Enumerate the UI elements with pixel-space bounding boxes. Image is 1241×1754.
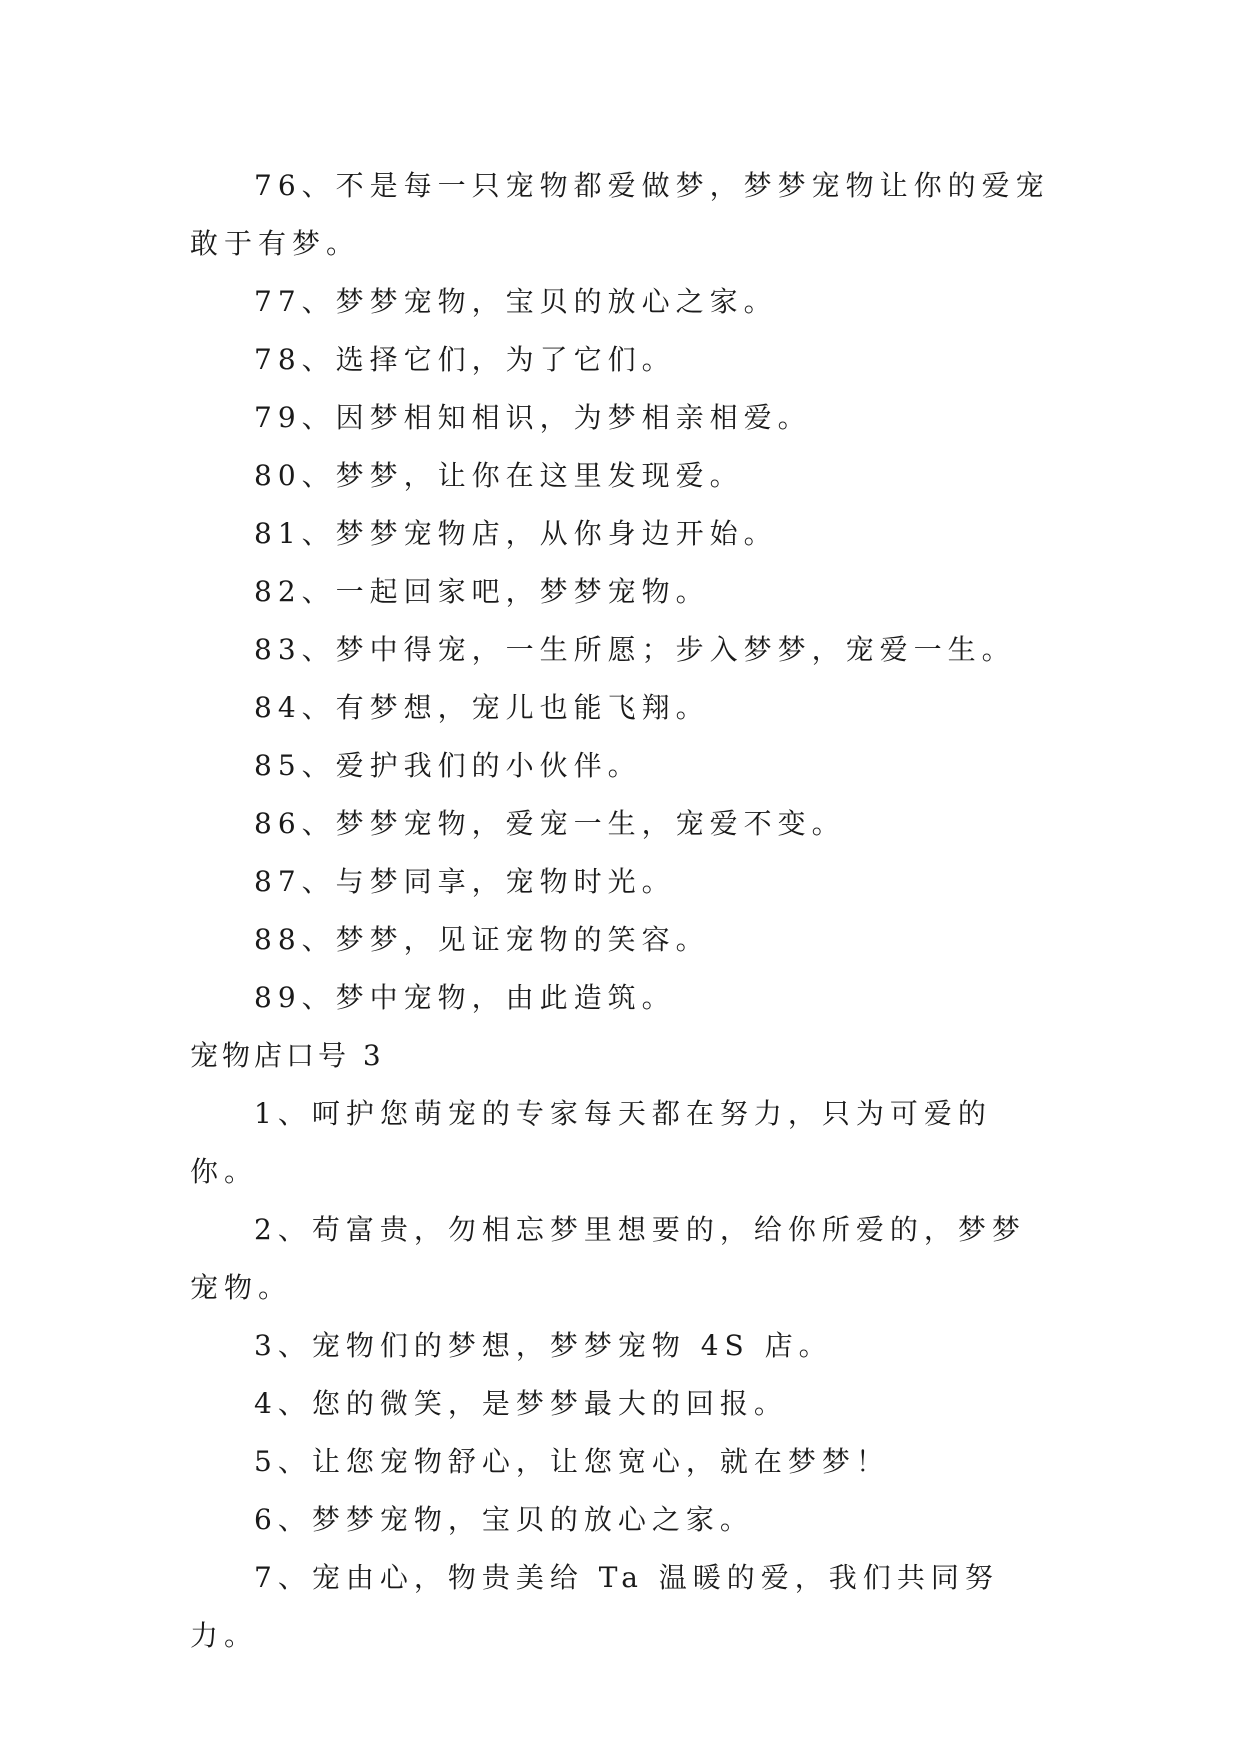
slogan-79: 79、因梦相知相识，为梦相亲相爱。	[254, 401, 812, 434]
slogan-82: 82、一起回家吧，梦梦宠物。	[254, 575, 710, 608]
slogan-3-5: 5、让您宠物舒心，让您宽心，就在梦梦！	[254, 1445, 890, 1478]
slogan-84: 84、有梦想，宠儿也能飞翔。	[254, 691, 710, 724]
slogan-3-3: 3、宠物们的梦想，梦梦宠物 4S 店。	[254, 1329, 833, 1362]
slogan-3-7: 7、宠由心，物贵美给 Ta 温暖的爱，我们共同努力。	[190, 1561, 999, 1652]
slogan-85: 85、爱护我们的小伙伴。	[254, 749, 642, 782]
slogan-86: 86、梦梦宠物，爱宠一生，宠爱不变。	[254, 807, 846, 840]
slogan-80: 80、梦梦，让你在这里发现爱。	[254, 459, 744, 492]
slogan-77: 77、梦梦宠物，宝贝的放心之家。	[254, 285, 778, 318]
slogan-3-4: 4、您的微笑，是梦梦最大的回报。	[254, 1387, 788, 1420]
section-heading: 宠物店口号 3	[190, 1039, 385, 1072]
slogan-81: 81、梦梦宠物店，从你身边开始。	[254, 517, 778, 550]
slogan-78: 78、选择它们，为了它们。	[254, 343, 676, 376]
slogan-88: 88、梦梦，见证宠物的笑容。	[254, 923, 710, 956]
slogan-76: 76、不是每一只宠物都爱做梦，梦梦宠物让你的爱宠敢于有梦。	[190, 169, 1050, 260]
slogan-87: 87、与梦同享，宠物时光。	[254, 865, 676, 898]
slogan-3-1: 1、呵护您萌宠的专家每天都在努力，只为可爱的你。	[190, 1097, 992, 1188]
slogan-3-2: 2、苟富贵，勿相忘梦里想要的，给你所爱的，梦梦宠物。	[190, 1213, 1026, 1304]
slogan-89: 89、梦中宠物，由此造筑。	[254, 981, 676, 1014]
document-body	[190, 157, 1050, 1665]
slogan-3-6: 6、梦梦宠物，宝贝的放心之家。	[254, 1503, 754, 1536]
slogan-83: 83、梦中得宠，一生所愿；步入梦梦，宠爱一生。	[254, 633, 1016, 666]
